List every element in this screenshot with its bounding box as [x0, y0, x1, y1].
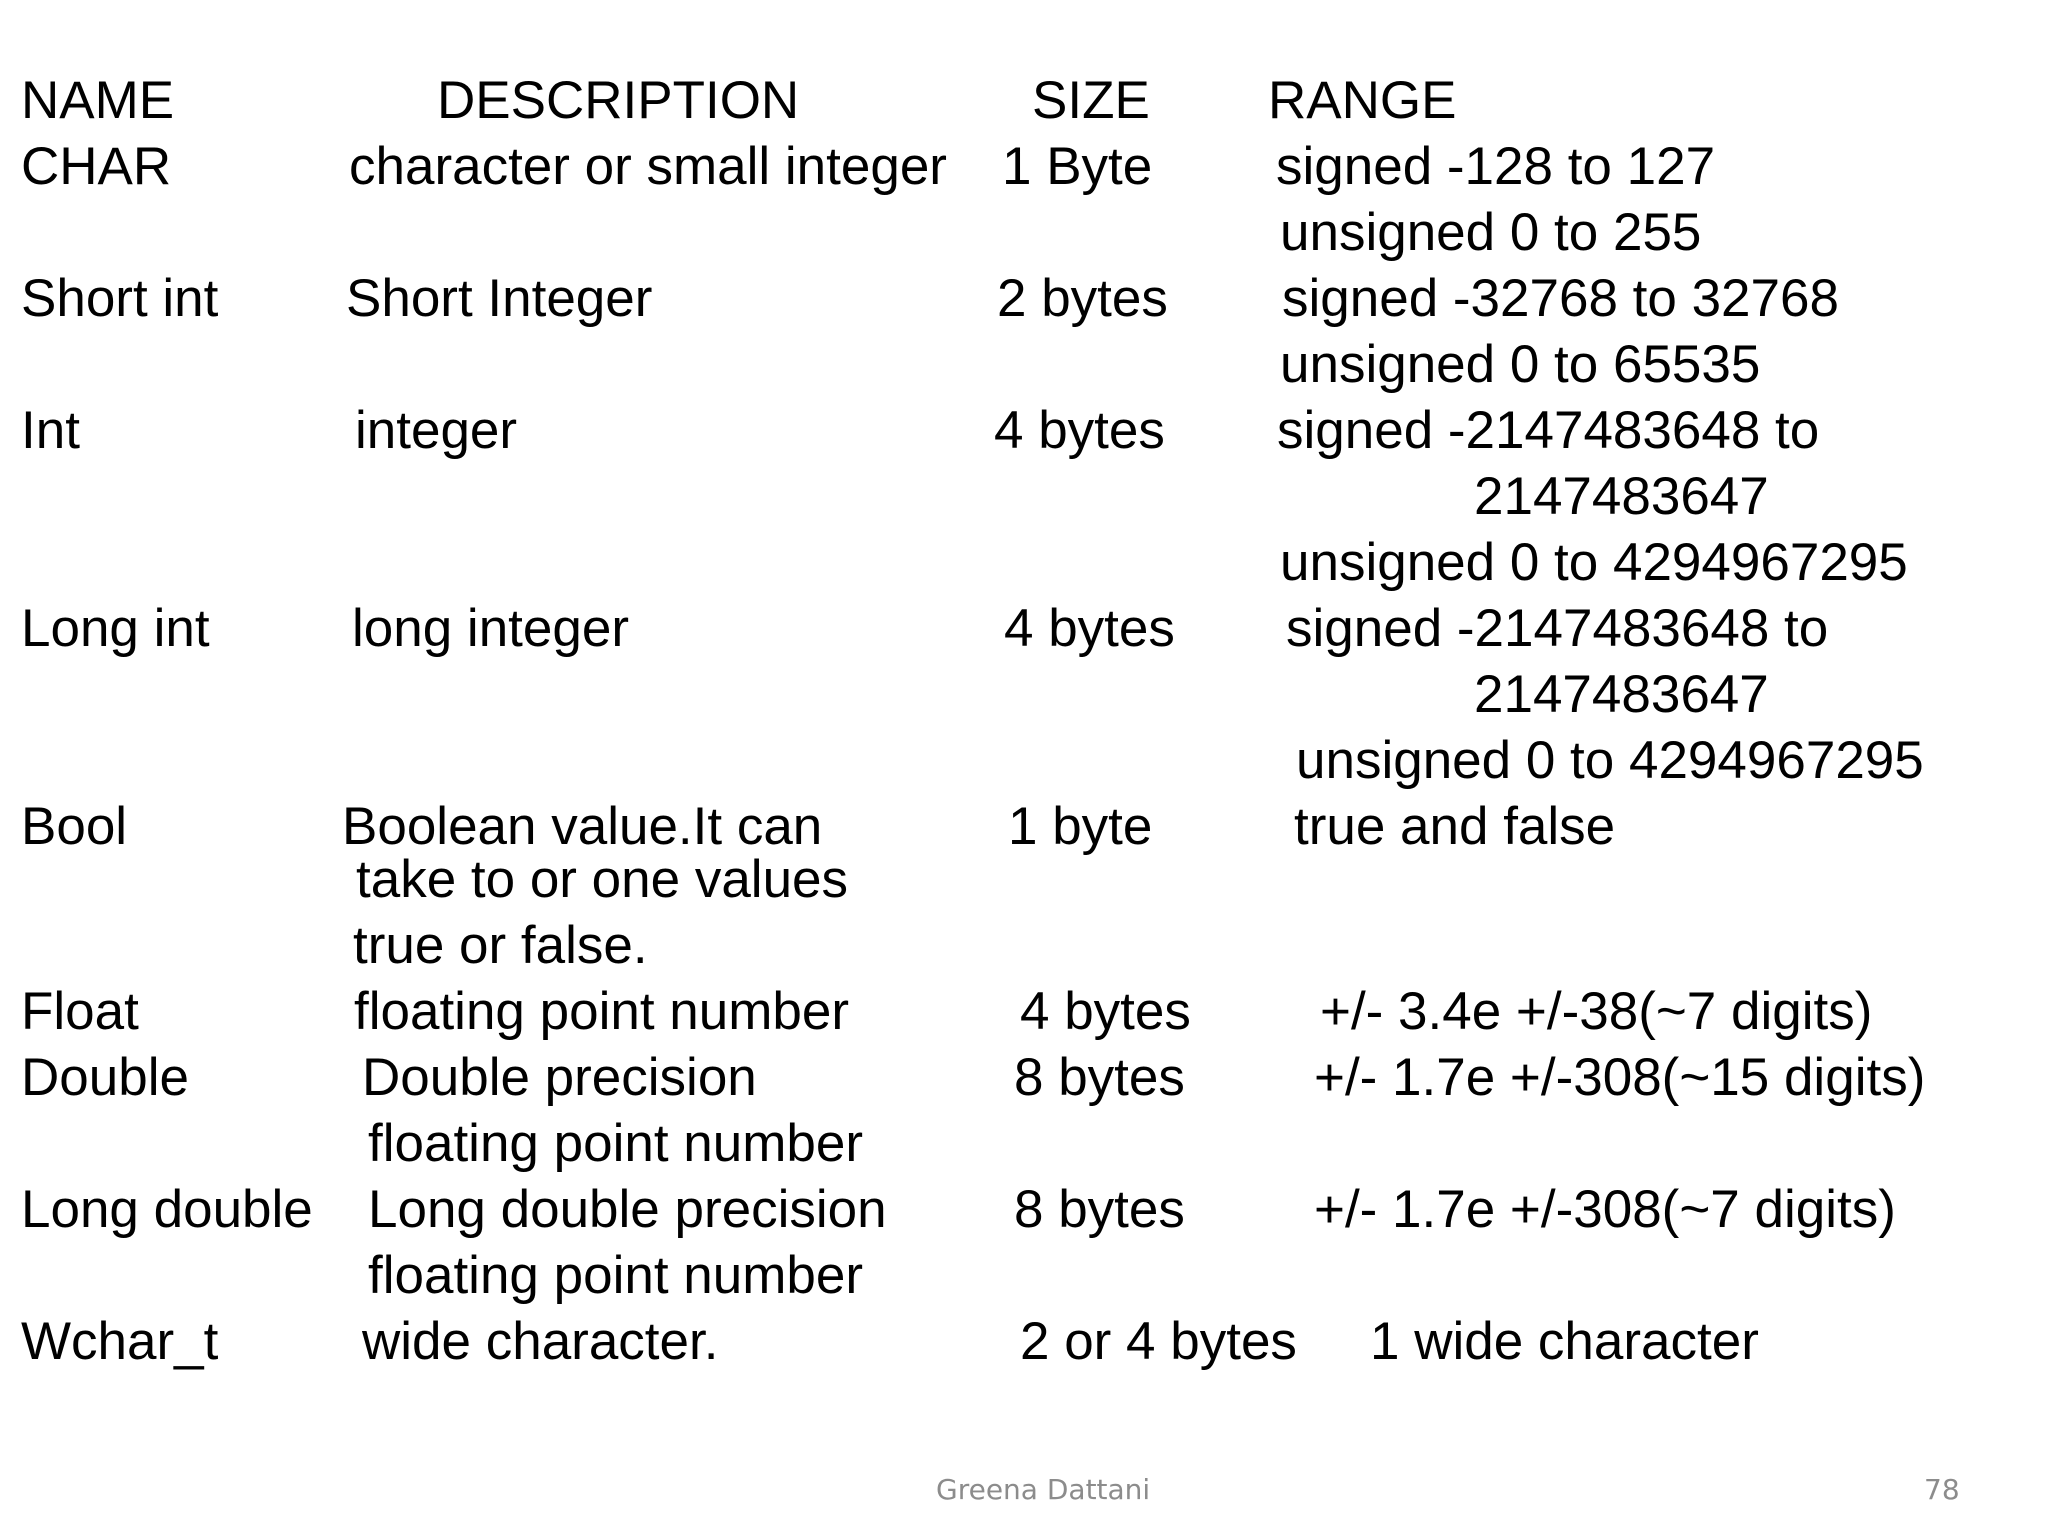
row-range-int-2: 2147483647	[1474, 467, 1769, 526]
row-description-double-2: floating point number	[368, 1114, 863, 1173]
row-range-char-1: signed -128 to 127	[1276, 137, 1716, 196]
row-name-wchar-t: Wchar_t	[21, 1312, 219, 1371]
row-size-float: 4 bytes	[1020, 982, 1191, 1041]
row-description-double-1: Double precision	[362, 1048, 757, 1107]
header-size: SIZE	[1032, 71, 1150, 130]
row-description-long-double-1: Long double precision	[368, 1180, 887, 1239]
row-range-short-int-1: signed -32768 to 32768	[1282, 269, 1839, 328]
row-size-double: 8 bytes	[1014, 1048, 1185, 1107]
row-description-long-double-2: floating point number	[368, 1246, 863, 1305]
row-range-char-2: unsigned 0 to 255	[1280, 203, 1702, 262]
row-range-double: +/- 1.7e +/-308(~15 digits)	[1314, 1048, 1926, 1107]
row-size-long-double: 8 bytes	[1014, 1180, 1185, 1239]
row-description-float: floating point number	[354, 982, 849, 1041]
row-size-char: 1 Byte	[1002, 137, 1153, 196]
row-name-bool: Bool	[21, 797, 128, 856]
row-range-int-3: unsigned 0 to 4294967295	[1280, 533, 1908, 592]
row-size-bool: 1 byte	[1008, 797, 1153, 856]
row-name-char: CHAR	[21, 137, 172, 196]
row-range-bool: true and false	[1294, 797, 1616, 856]
row-range-float: +/- 3.4e +/-38(~7 digits)	[1320, 982, 1873, 1041]
row-size-wchar-t: 2 or 4 bytes	[1020, 1312, 1297, 1371]
header-description: DESCRIPTION	[437, 71, 800, 130]
row-range-long-int-3: unsigned 0 to 4294967295	[1296, 731, 1924, 790]
row-range-short-int-2: unsigned 0 to 65535	[1280, 335, 1761, 394]
row-description-short-int: Short Integer	[346, 269, 653, 328]
row-range-long-int-1: signed -2147483648 to	[1286, 599, 1829, 658]
row-size-short-int: 2 bytes	[997, 269, 1168, 328]
row-name-long-double: Long double	[21, 1180, 313, 1239]
row-name-float: Float	[21, 982, 139, 1041]
row-description-bool-3: true or false.	[353, 916, 648, 975]
header-range: RANGE	[1268, 71, 1457, 130]
row-name-long-int: Long int	[21, 599, 210, 658]
page-number: 78	[1924, 1473, 1960, 1506]
row-range-long-int-2: 2147483647	[1474, 665, 1769, 724]
row-size-long-int: 4 bytes	[1004, 599, 1175, 658]
row-description-int: integer	[355, 401, 518, 460]
row-description-bool-2: take to or one values	[356, 850, 849, 909]
footer-author: Greena Dattani	[936, 1473, 1151, 1506]
row-description-bool-1: Boolean value.It can	[342, 797, 823, 856]
row-name-double: Double	[21, 1048, 189, 1107]
header-name: NAME	[21, 71, 175, 130]
row-description-long-int: long integer	[352, 599, 629, 658]
row-description-wchar-t: wide character.	[362, 1312, 719, 1371]
row-name-short-int: Short int	[21, 269, 219, 328]
row-description-char: character or small integer	[349, 137, 947, 196]
row-size-int: 4 bytes	[994, 401, 1165, 460]
row-range-wchar-t: 1 wide character	[1370, 1312, 1759, 1371]
row-range-int-1: signed -2147483648 to	[1277, 401, 1820, 460]
row-range-long-double: +/- 1.7e +/-308(~7 digits)	[1314, 1180, 1896, 1239]
row-name-int: Int	[21, 401, 80, 460]
